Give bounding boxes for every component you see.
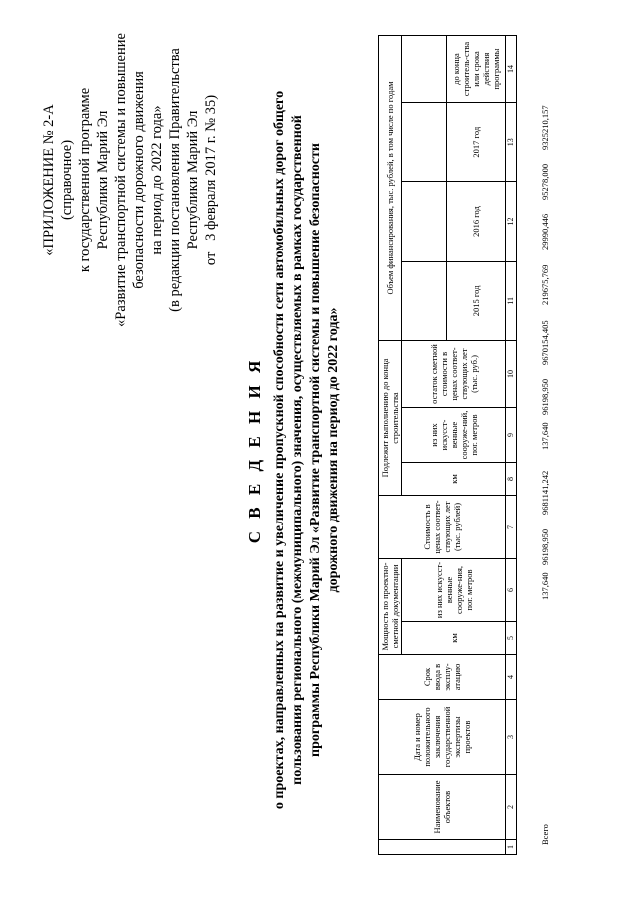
header-cost: Стоимость в ценах соответ-ствующих лет (тыс. рублей) — [379, 496, 506, 559]
total-value: 29990,446 — [540, 213, 550, 250]
header-date: Дата и номер положительного заключения государственной экспертизы проектов — [379, 700, 506, 775]
projects-table — [378, 35, 517, 855]
header-artificial: из них искусст-венные сооруже-ния, пог. метров — [402, 559, 506, 622]
header-line: (справочное) — [59, 139, 75, 221]
total-value: 9325210,157 — [540, 105, 550, 150]
title-line: программы Республики Марий Эл «Развитие транспортной системы и повышение безопасности — [308, 143, 323, 757]
column-number: 4 — [506, 655, 517, 700]
header-line: безопасности дорожного движения — [131, 71, 147, 289]
header-km2: км — [402, 463, 506, 496]
header-remaining: остаток сметной стоимости в ценах соответ-ствующих лет (тыс. руб.) — [402, 341, 506, 408]
column-number: 6 — [506, 559, 517, 622]
column-number: 13 — [506, 103, 517, 182]
title-line: дорожного движения на период до 2022 года» — [326, 307, 341, 593]
title-main: С В Е Д Е Н И Я — [245, 356, 264, 544]
column-number: 7 — [506, 496, 517, 559]
amendment-line — [202, 15, 220, 345]
total-value: 95278,000 — [540, 163, 550, 200]
header-line: «ПРИЛОЖЕНИЕ № 2-А — [41, 104, 57, 256]
header-power: Мощность по проектно-сметной документации — [379, 559, 402, 655]
header-2017: 2017 год — [447, 103, 506, 182]
header-km: км — [402, 622, 506, 655]
header-name: Наименование объектов — [379, 775, 506, 840]
appendix-header — [40, 15, 220, 345]
amend-date: 3 февраля 2017 г. № 35 — [203, 99, 219, 241]
header-line: Республики Марий Эл — [95, 110, 111, 250]
document-title — [245, 55, 343, 845]
total-value: 96198,950 — [540, 528, 550, 565]
header-line: на период до 2022 года» — [149, 105, 165, 255]
amend-prefix: от — [203, 251, 219, 266]
total-value: 219675,769 — [540, 264, 550, 305]
total-value: 137,640 — [540, 572, 550, 600]
header-build: Подлежит выполнению до конца строительства — [379, 341, 402, 496]
amend-suffix: ) — [203, 94, 219, 100]
column-number: 12 — [506, 182, 517, 261]
total-value: 9670154,405 — [540, 320, 550, 365]
header-line: (в редакции постановления Правительства — [167, 48, 183, 312]
column-number: 14 — [506, 36, 517, 103]
column-number: 3 — [506, 700, 517, 775]
total-value: 137,640 — [540, 422, 550, 450]
column-number-row — [506, 36, 517, 855]
column-number: 9 — [506, 408, 517, 463]
header-2016: 2016 год — [447, 182, 506, 261]
total-value: 96198,950 — [540, 378, 550, 415]
totals-label: Всего — [540, 824, 550, 845]
column-number: 5 — [506, 622, 517, 655]
title-line: пользования регионального (межмуниципального) значения, осуществляемых в рамках государственной — [290, 115, 305, 785]
header-2015: 2015 год — [447, 261, 506, 340]
column-number: 1 — [506, 840, 517, 855]
column-number: 8 — [506, 463, 517, 496]
header-artificial2: из них искусст-венные сооруже-ний, пог. метров — [402, 408, 506, 463]
header-term: Срок ввода в эксплу-атацию — [379, 655, 506, 700]
column-number: 11 — [506, 261, 517, 340]
header-financing: Объем финансирования, тыс. рублей, в том числе по годам — [379, 36, 402, 341]
header-end: до конца строитель-ства или срока действия программы — [447, 36, 506, 103]
total-value: 9681141,242 — [540, 470, 550, 515]
header-line: «Развитие транспортной системы и повышение — [113, 33, 129, 327]
column-number: 2 — [506, 775, 517, 840]
header-line: к государственной программе — [77, 87, 93, 273]
header-line: Республики Марий Эл — [185, 110, 201, 250]
column-number: 10 — [506, 341, 517, 408]
title-line: о проектах, направленных на развитие и увеличение пропускной способности сети автомобильных дорог общего — [272, 90, 287, 810]
